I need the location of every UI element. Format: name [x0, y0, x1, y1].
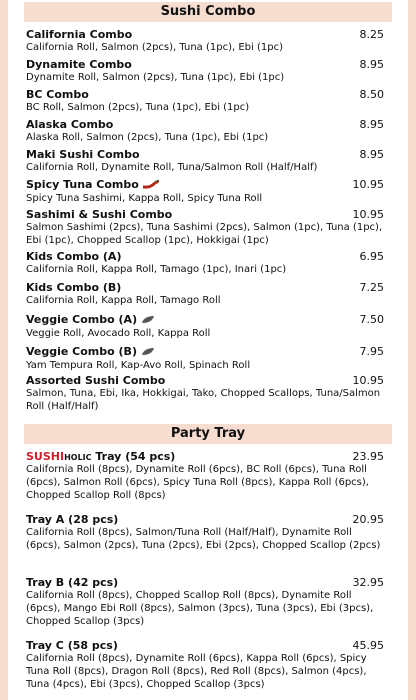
item-description: California Roll, Kappa Roll, Tamago Roll [26, 295, 221, 306]
item-price: 20.95 [352, 513, 384, 526]
section-title: Party Tray [170, 426, 246, 441]
left-decorative-stripe [0, 0, 8, 700]
menu-item [26, 148, 384, 174]
menu-item [26, 28, 384, 54]
menu-item [26, 88, 384, 114]
menu-item [26, 313, 384, 340]
item-name: Spicy Tuna Combo [26, 178, 139, 191]
item-name: Sashimi & Sushi Combo [26, 208, 173, 221]
item-name: Alaska Combo [26, 118, 114, 131]
item-description: California Roll (8pcs), Chopped Scallop Roll (8pcs), Dynamite Roll (6pcs), Mango Ebi Roll (8pcs), Salmon (3pcs), Tuna (3pcs), Ebi (3pcs), Chopped Scallop (3pcs) [26, 590, 374, 627]
tray-item [26, 639, 384, 691]
tray-item [26, 513, 384, 552]
item-price: 8.95 [359, 58, 384, 71]
item-description: California Roll (8pcs), Dynamite Roll (6pcs), Kappa Roll (6pcs), Spicy Tuna Roll (8pcs), Dragon Roll (8pcs), Red Roll (8pcs), Salmon (4pcs), Tuna (4pcs), Ebi (3pcs), Chopped Scallop (3pcs) [26, 653, 367, 690]
item-price: 10.95 [352, 208, 384, 221]
sushi-combo-header [24, 2, 392, 22]
item-name: Tray B [26, 576, 65, 589]
item-description: California Roll (8pcs), Dynamite Roll (6pcs), BC Roll (6pcs), Tuna Roll (6pcs), Salmon Roll (6pcs), Spicy Tuna Roll (8pcs), Kappa Roll (6pcs), Chopped Scallop Roll (8pcs) [26, 464, 369, 501]
item-price: 23.95 [352, 450, 384, 463]
menu-item [26, 345, 384, 372]
item-description: Salmon, Tuna, Ebi, Ika, Hokkigai, Tako, Chopped Scallops, Tuna/Salmon Roll (Half/Half) [26, 388, 381, 412]
item-name: Veggie Combo (A) [26, 313, 138, 326]
item-name: Kids Combo (B) [26, 281, 122, 294]
piece-count: (42 pcs) [68, 576, 119, 589]
item-price: 10.95 [352, 374, 384, 387]
item-name: Veggie Combo (B) [26, 345, 137, 358]
item-price: 6.95 [359, 250, 384, 263]
item-price: 32.95 [352, 576, 384, 589]
item-description: Dynamite Roll, Salmon (2pcs), Tuna (1pc), Ebi (1pc) [26, 72, 285, 83]
item-description: California Roll, Kappa Roll, Tamago (1pc), Inari (1pc) [26, 264, 287, 275]
section-title: Sushi Combo [160, 4, 256, 19]
item-name: Tray [91, 450, 122, 463]
item-price: 7.50 [359, 313, 384, 326]
item-name: Tray A [26, 513, 65, 526]
item-name: Maki Sushi Combo [26, 148, 140, 161]
item-price: 45.95 [352, 639, 384, 652]
item-description: California Roll, Salmon (2pcs), Tuna (1pc), Ebi (1pc) [26, 42, 283, 53]
leaf-icon [141, 346, 155, 359]
piece-count: (54 pcs) [125, 450, 176, 463]
item-name: Assorted Sushi Combo [26, 374, 166, 387]
item-name: Tray C [26, 639, 64, 652]
item-name: California Combo [26, 28, 133, 41]
item-description: California Roll, Dynamite Roll, Tuna/Salmon Roll (Half/Half) [26, 162, 318, 173]
piece-count: (28 pcs) [68, 513, 119, 526]
right-decorative-stripe [408, 0, 416, 700]
menu-item [26, 178, 384, 205]
brand-name-suffix: HOLIC [64, 453, 92, 462]
menu-item [26, 281, 384, 307]
piece-count: (58 pcs) [67, 639, 118, 652]
menu-item [26, 374, 384, 413]
item-price: 8.25 [359, 28, 384, 41]
menu-item [26, 58, 384, 84]
item-name: Kids Combo (A) [26, 250, 122, 263]
item-description: California Roll (8pcs), Salmon/Tuna Roll (Half/Half), Dynamite Roll (6pcs), Salmon (2pcs), Tuna (2pcs), Ebi (2pcs), Chopped Scallop (2pcs) [26, 527, 381, 551]
tray-item [26, 450, 384, 502]
party-tray-header [24, 424, 392, 444]
item-price: 8.95 [359, 148, 384, 161]
item-name: BC Combo [26, 88, 89, 101]
chili-pepper-icon [143, 179, 159, 192]
item-description: BC Roll, Salmon (2pcs), Tuna (1pc), Ebi (1pc) [26, 102, 250, 113]
tray-item [26, 576, 384, 628]
item-price: 7.95 [359, 345, 384, 358]
item-description: Alaska Roll, Salmon (2pcs), Tuna (1pc), Ebi (1pc) [26, 132, 269, 143]
item-description: Spicy Tuna Sashimi, Kappa Roll, Spicy Tuna Roll [26, 192, 263, 204]
leaf-icon [141, 314, 155, 327]
menu-item [26, 118, 384, 144]
item-description: Veggie Roll, Avocado Roll, Kappa Roll [26, 327, 211, 339]
item-price: 8.50 [359, 88, 384, 101]
item-price: 7.25 [359, 281, 384, 294]
item-name: Dynamite Combo [26, 58, 132, 71]
item-price: 10.95 [352, 178, 384, 191]
menu-item [26, 250, 384, 276]
item-description: Yam Tempura Roll, Kap-Avo Roll, Spinach Roll [26, 359, 251, 371]
item-price: 8.95 [359, 118, 384, 131]
item-description: Salmon Sashimi (2pcs), Tuna Sashimi (2pcs), Salmon (1pc), Tuna (1pc), Ebi (1pc), Chopped Scallop (1pc), Hokkigai (1pc) [26, 222, 383, 246]
menu-item [26, 208, 384, 247]
brand-name-red: SUSHI [26, 450, 65, 463]
